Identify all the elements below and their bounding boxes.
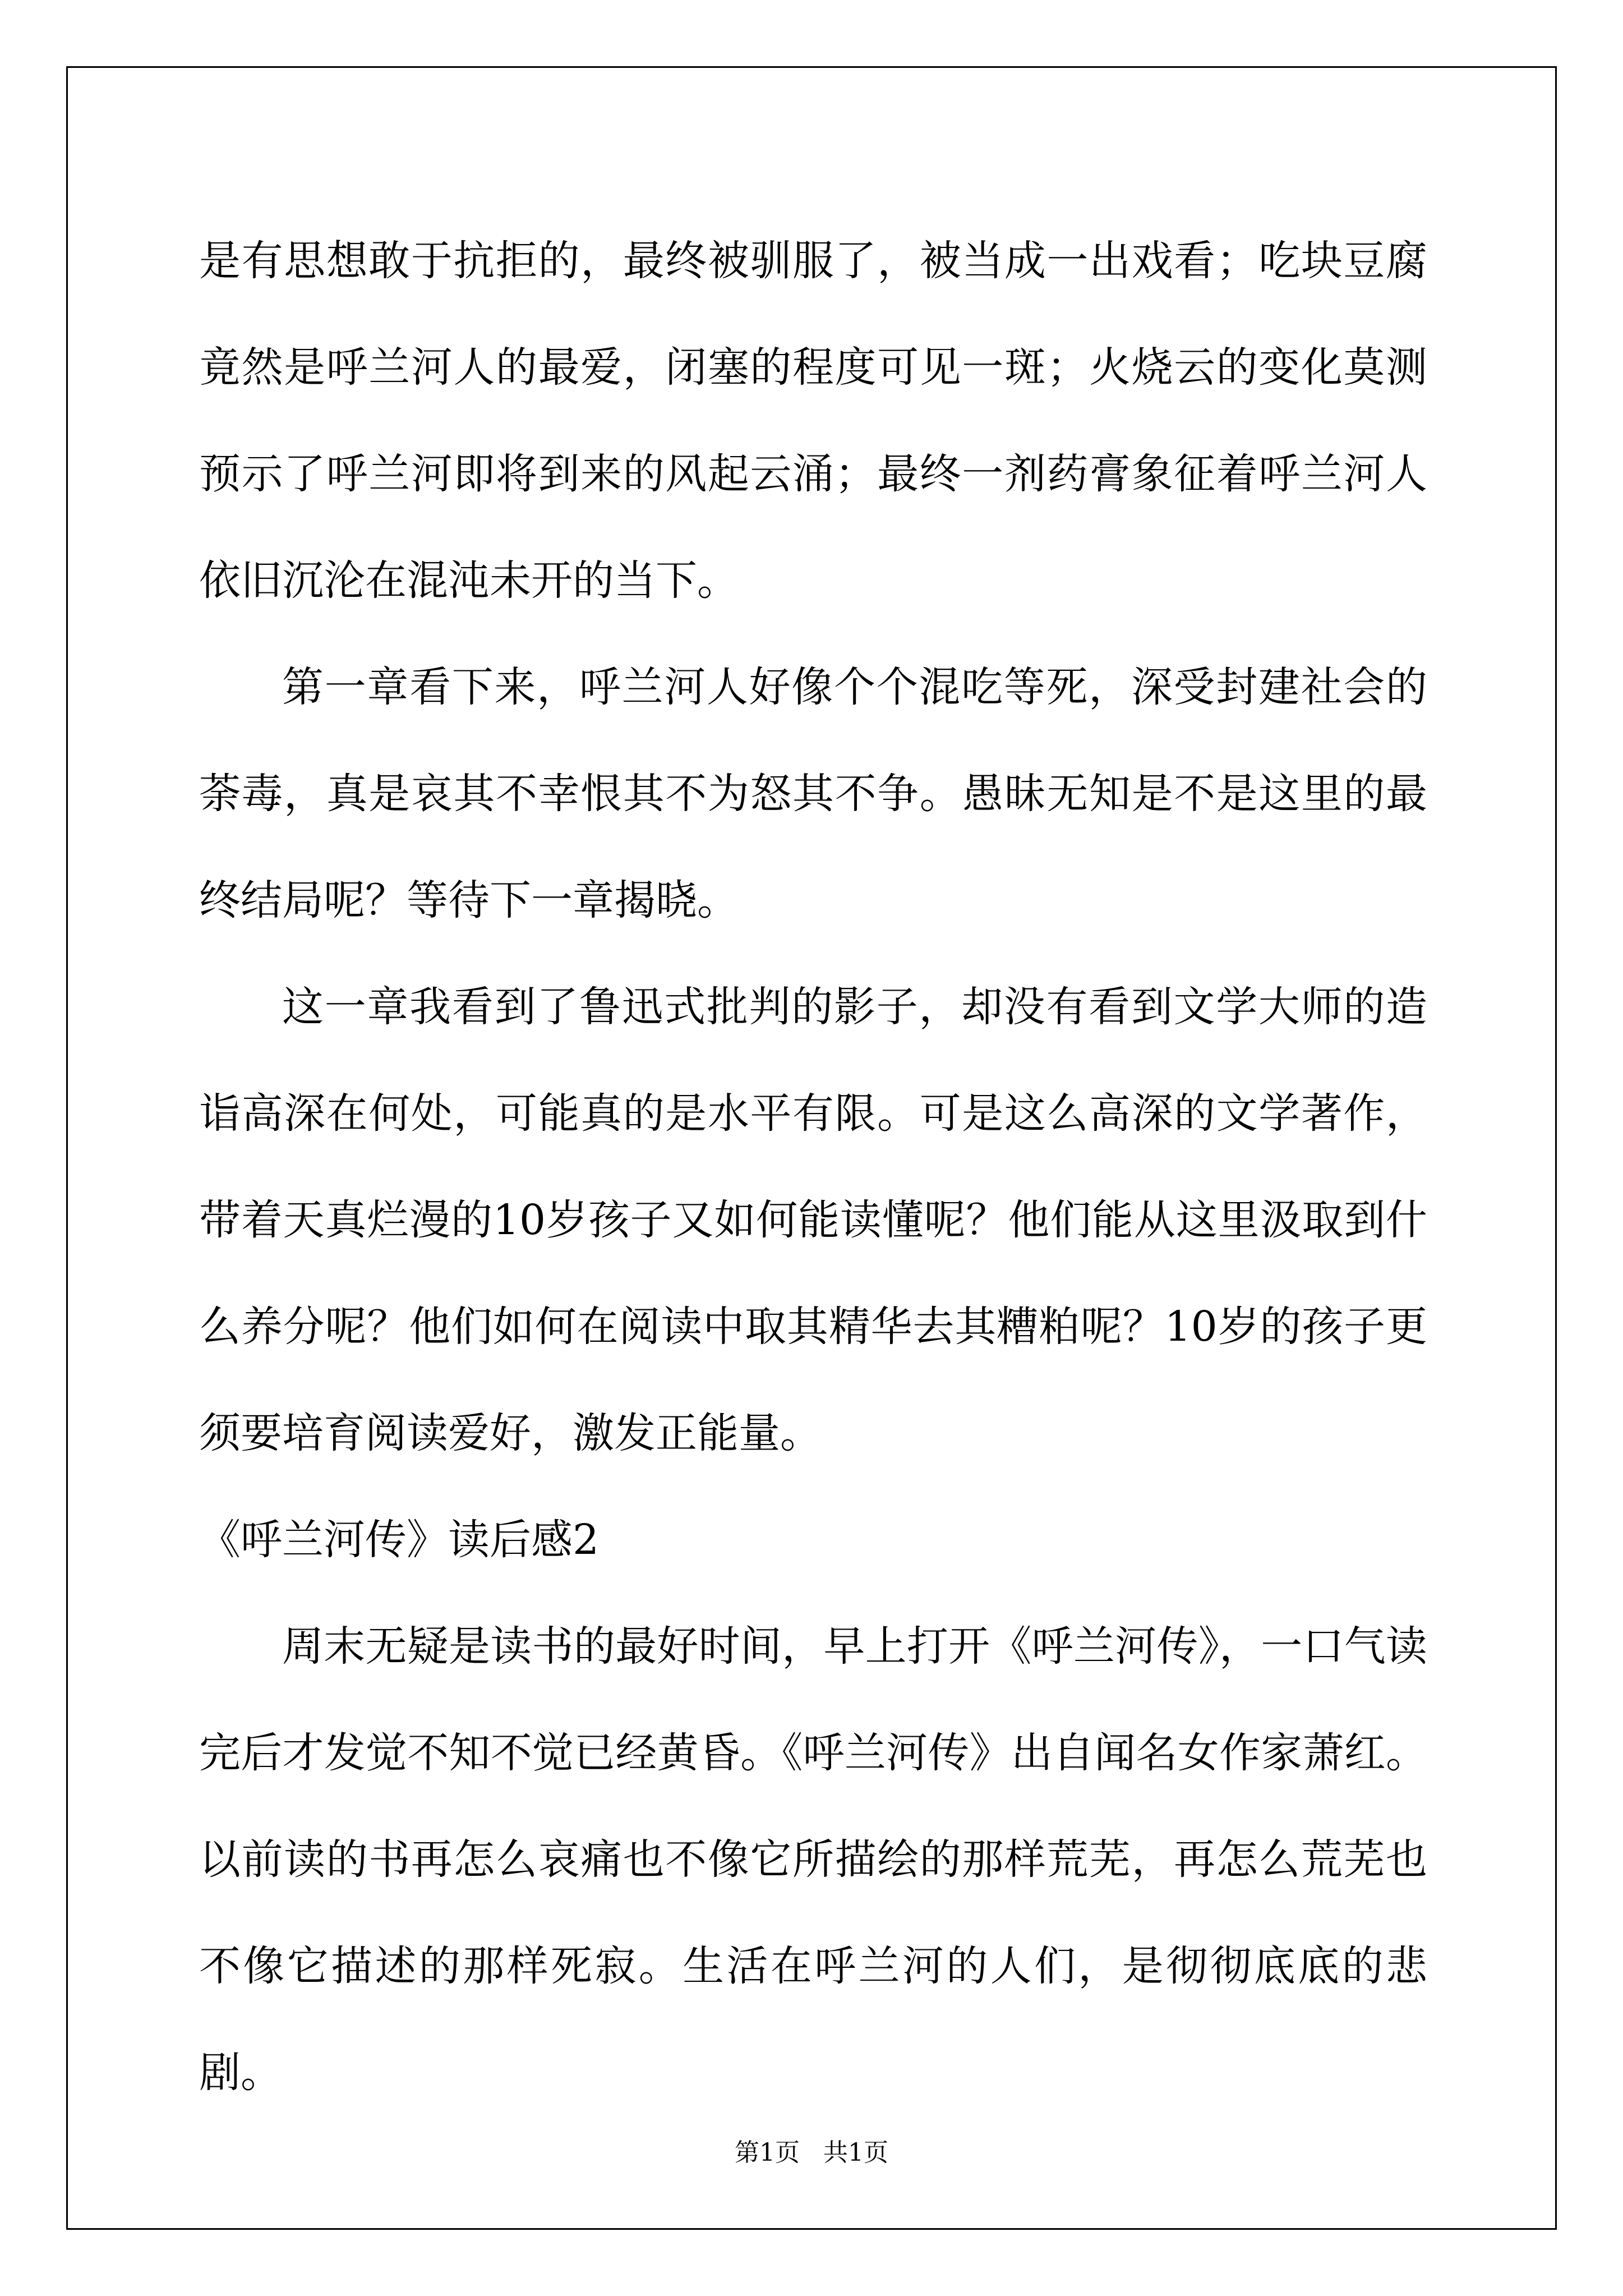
paragraph-2: 第一章看下来，呼兰河人好像个个混吃等死，深受封建社会的荼毒，真是哀其不幸恨其不为怒其不争。愚昧无知是不是这里的最终结局呢？等待下一章揭晓。: [199, 663, 1427, 924]
page-number: 第1页: [735, 2138, 800, 2167]
paragraph-1: 是有思想敢于抗拒的，最终被驯服了，被当成一出戏看；吃块豆腐竟然是呼兰河人的最爱，闭塞的程度可见一斑；火烧云的变化莫测预示了呼兰河即将到来的风起云涌；最终一剂药膏象征着呼兰河人依旧沉沦在混沌未开的当下。: [199, 237, 1427, 605]
document-body: [199, 208, 1427, 2126]
section-heading: 《呼兰河传》读后感2: [199, 1516, 600, 1564]
page-total: 共1页: [823, 2138, 888, 2167]
paragraph-4: 周末无疑是读书的最好时间，早上打开《呼兰河传》，一口气读完后才发觉不知不觉已经黄昏。《呼兰河传》出自闻名女作家萧红。以前读的书再怎么哀痛也不像它所描绘的那样荒芜，再怎么荒芜也不像它描述的那样死寂。生活在呼兰河的人们，是彻彻底底的悲剧。: [199, 1622, 1427, 2097]
paragraph-3: 这一章我看到了鲁迅式批判的影子，却没有看到文学大师的造诣高深在何处，可能真的是水平有限。可是这么高深的文学著作，带着天真烂漫的10岁孩子又如何能读懂呢？他们能从这里汲取到什么养分呢？他们如何在阅读中取其精华去其糟粕呢？10岁的孩子更须要培育阅读爱好，激发正能量。: [199, 983, 1427, 1457]
page-footer: [0, 2136, 1623, 2170]
